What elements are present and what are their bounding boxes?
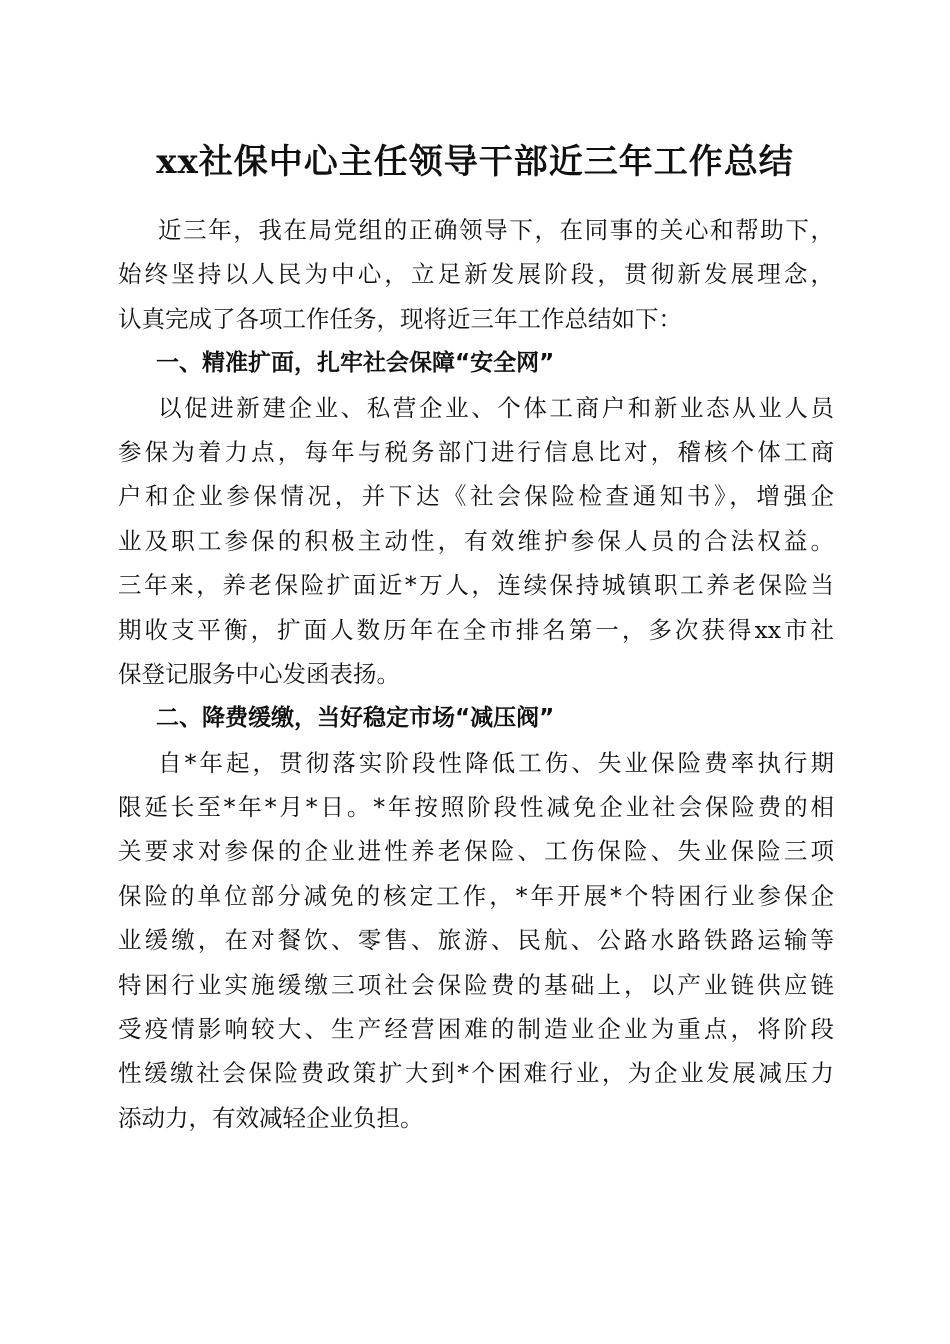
document-body <box>118 208 834 1140</box>
text-line: 自*年起，贯彻落实阶段性降低工伤、失业保险费率执行期 <box>158 748 834 777</box>
text-line: 参保为着力点，每年与税务部门进行信息比对，稽核个体工商 <box>118 437 834 466</box>
text-line: 期收支平衡，扩面人数历年在全市排名第一，多次获得xx市社 <box>118 615 834 644</box>
text-line: 关要求对参保的企业进性养老保险、工伤保险、失业保险三项 <box>118 837 834 866</box>
text-line: 添动力，有效减轻企业负担。 <box>118 1103 424 1132</box>
text-line: 以促进新建企业、私营企业、个体工商户和新业态从业人员 <box>158 393 834 422</box>
text-line: 业缓缴，在对餐饮、零售、旅游、民航、公路水路铁路运输等 <box>118 926 834 955</box>
section-heading-2: 二、降费缓缴，当好稳定市场“减压阀” <box>156 705 555 732</box>
section-1-paragraph <box>118 386 834 697</box>
text-line: 始终坚持以人民为中心，立足新发展阶段，贯彻新发展理念， <box>118 260 834 289</box>
text-line: 保登记服务中心发函表扬。 <box>118 659 400 688</box>
text-line: 三年来，养老保险扩面近*万人，连续保持城镇职工养老保险当 <box>118 571 834 600</box>
section-2-paragraph <box>118 741 834 1141</box>
text-line: 受疫情影响较大、生产经营困难的制造业企业为重点，将阶段 <box>118 1015 834 1044</box>
text-line: 近三年，我在局党组的正确领导下，在同事的关心和帮助下， <box>158 216 834 244</box>
text-line: 性缓缴社会保险费政策扩大到*个困难行业，为企业发展减压力 <box>118 1059 834 1088</box>
text-line: 限延长至*年*月*日。*年按照阶段性减免企业社会保险费的相 <box>118 793 834 822</box>
intro-paragraph <box>118 208 834 341</box>
document-title: xx社保中心主任领导干部近三年工作总结 <box>156 142 794 182</box>
section-heading-1: 一、精准扩面，扎牢社会保障“安全网” <box>156 350 555 377</box>
text-line: 特困行业实施缓缴三项社会保险费的基础上，以产业链供应链 <box>118 970 834 999</box>
text-line: 户和企业参保情况，并下达《社会保险检查通知书》，增强企 <box>118 482 834 511</box>
text-line: 业及职工参保的积极主动性，有效维护参保人员的合法权益。 <box>118 526 834 555</box>
text-line: 认真完成了各项工作任务，现将近三年工作总结如下： <box>118 304 682 333</box>
text-line: 保险的单位部分减免的核定工作，*年开展*个特困行业参保企 <box>118 881 834 910</box>
